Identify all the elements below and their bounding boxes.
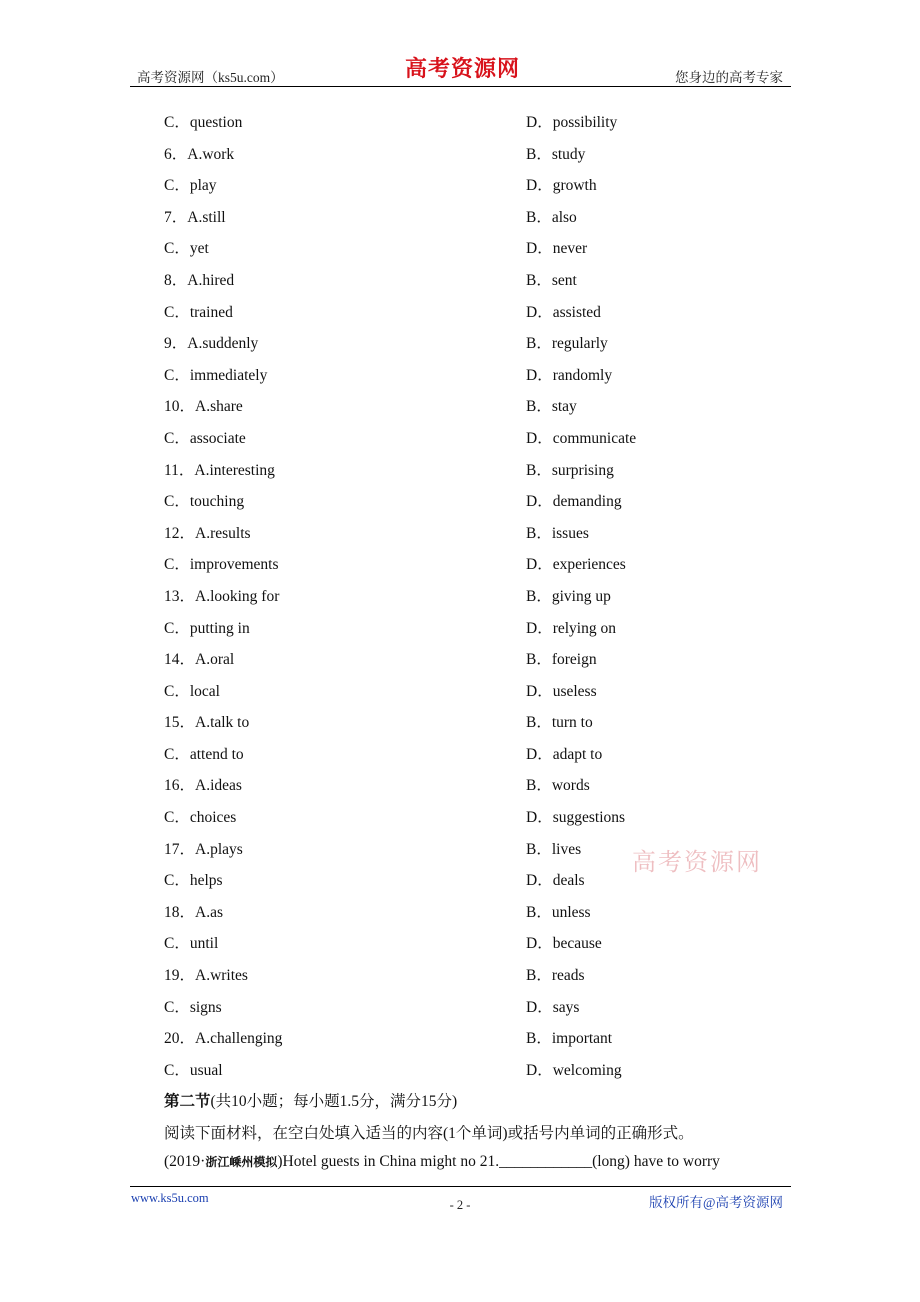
option-right: D．never (526, 240, 588, 258)
option-right: D．growth (526, 177, 597, 195)
passage-source: 浙江嵊州模拟 (205, 1155, 278, 1169)
option-right: D．suggestions (526, 809, 626, 827)
option-left: 8．A.hired (164, 271, 235, 289)
option-left: C．signs (164, 998, 222, 1016)
option-row (0, 170, 920, 202)
option-left: 17．A.plays (164, 840, 243, 858)
header-site-name: 高考资源网（ks5u.com） (137, 70, 284, 85)
option-right: D．welcoming (526, 1061, 622, 1079)
header-slogan: 您身边的高考专家 (675, 70, 783, 85)
option-left: C．usual (164, 1061, 223, 1079)
option-left: 13．A.looking for (164, 587, 280, 605)
option-left: C．play (164, 177, 217, 195)
footer-link[interactable]: www.ks5u.com (131, 1191, 209, 1205)
option-row (0, 960, 920, 992)
section-title-bold: 第二节 (164, 1093, 211, 1110)
option-left: 6．A.work (164, 145, 235, 163)
option-row (0, 834, 920, 866)
option-row (0, 297, 920, 329)
passage-open: (2019· (164, 1153, 206, 1170)
option-right: B．giving up (526, 587, 611, 605)
option-row (0, 1023, 920, 1055)
option-row (0, 581, 920, 613)
option-right: D．deals (526, 872, 585, 890)
option-right: D．useless (526, 682, 597, 700)
option-row (0, 360, 920, 392)
option-row (0, 549, 920, 581)
option-row (0, 518, 920, 550)
option-row (0, 676, 920, 708)
option-right: B．reads (526, 967, 585, 985)
option-right: B．turn to (526, 714, 593, 732)
option-row (0, 202, 920, 234)
option-left: 16．A.ideas (164, 777, 242, 795)
option-right: B．foreign (526, 651, 597, 669)
option-row (0, 613, 920, 645)
option-left: C．local (164, 682, 220, 700)
option-row (0, 802, 920, 834)
option-left: C．immediately (164, 366, 268, 384)
option-left: C．yet (164, 240, 209, 258)
option-right: B．important (526, 1030, 613, 1048)
footer-copyright: 版权所有@高考资源网 (649, 1195, 783, 1210)
option-right: D．experiences (526, 556, 626, 574)
option-left: C．helps (164, 872, 223, 890)
option-right: B．words (526, 777, 590, 795)
option-left: C．until (164, 935, 219, 953)
option-right: D．because (526, 935, 602, 953)
option-left: 18．A.as (164, 903, 223, 921)
option-row (0, 233, 920, 265)
option-left: 11．A.interesting (164, 461, 275, 479)
option-row (0, 992, 920, 1024)
option-left: C．improvements (164, 556, 279, 574)
option-row (0, 644, 920, 676)
option-left: C．putting in (164, 619, 250, 637)
header-logo: 高考资源网 (405, 56, 521, 82)
option-left: C．attend to (164, 745, 244, 763)
option-row (0, 486, 920, 518)
option-right: D．randomly (526, 366, 613, 384)
option-left: 10．A.share (164, 398, 243, 416)
option-left: 12．A.results (164, 524, 251, 542)
option-left: 14．A.oral (164, 651, 235, 669)
option-right: D．says (526, 998, 580, 1016)
option-left: C．trained (164, 303, 233, 321)
passage-text: )Hotel guests in China might no 21.____________(long) have to worry (277, 1153, 720, 1170)
option-right: B．surprising (526, 461, 614, 479)
section-title-rest: (共10小题；每小题1.5分，满分15分) (210, 1093, 458, 1110)
option-right: B．unless (526, 903, 591, 921)
option-right: D．relying on (526, 619, 616, 637)
option-left: 15．A.talk to (164, 714, 250, 732)
option-row (0, 265, 920, 297)
option-right: D．possibility (526, 114, 618, 131)
option-left: C．touching (164, 493, 245, 511)
option-row (0, 739, 920, 771)
option-row (0, 1055, 920, 1087)
option-row (0, 928, 920, 960)
footer-divider (130, 1186, 791, 1187)
option-left: C．question (164, 114, 243, 131)
option-left: 19．A.writes (164, 967, 248, 985)
option-left: 20．A.challenging (164, 1030, 283, 1048)
option-row (0, 770, 920, 802)
header-divider (130, 86, 791, 87)
option-right: B．regularly (526, 335, 608, 353)
option-row (0, 897, 920, 929)
option-left: 7．A.still (164, 208, 226, 226)
page-number: - 2 - (449, 1198, 471, 1212)
option-row (0, 107, 920, 139)
option-right: B．issues (526, 524, 589, 542)
option-right: D．demanding (526, 493, 622, 511)
option-row (0, 139, 920, 171)
option-right: B．stay (526, 398, 577, 416)
passage-first-line (164, 1153, 720, 1171)
option-right: D．adapt to (526, 745, 603, 763)
section-instruction: 阅读下面材料，在空白处填入适当的内容(1个单词)或括号内单词的正确形式。 (164, 1125, 694, 1142)
option-right: B．study (526, 145, 586, 163)
option-row (0, 865, 920, 897)
option-left: C．choices (164, 809, 237, 827)
option-row (0, 423, 920, 455)
option-left: 9．A.suddenly (164, 335, 259, 353)
watermark: 高考资源网 (632, 848, 762, 876)
option-row (0, 328, 920, 360)
section-title (164, 1089, 457, 1111)
option-row (0, 455, 920, 487)
option-right: B．lives (526, 840, 582, 858)
option-right: D．assisted (526, 303, 601, 321)
option-right: D．communicate (526, 429, 637, 447)
answer-options-list (0, 107, 920, 1086)
option-row (0, 391, 920, 423)
option-right: B．also (526, 208, 577, 226)
option-left: C．associate (164, 429, 246, 447)
option-right: B．sent (526, 271, 577, 289)
option-row (0, 707, 920, 739)
